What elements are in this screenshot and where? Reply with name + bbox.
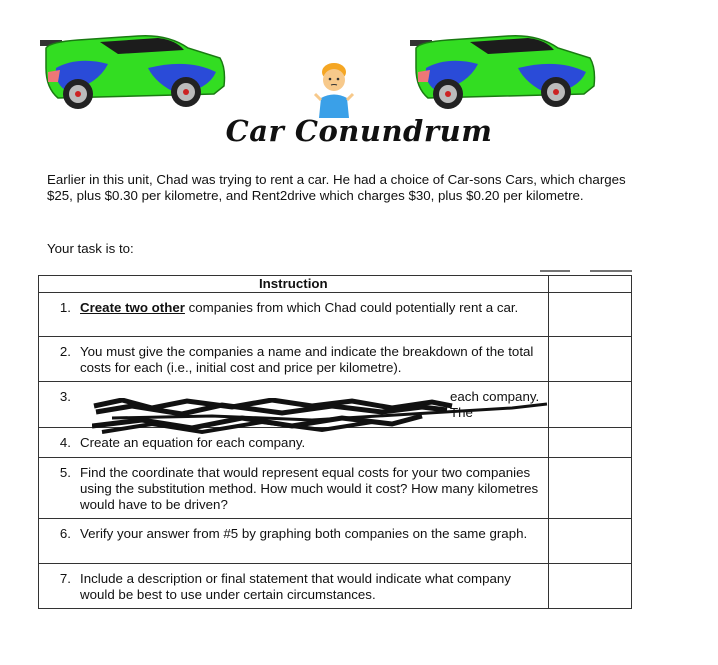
check-cell[interactable] [548, 337, 631, 382]
item-number: 1. [59, 300, 71, 315]
item-number: 4. [59, 435, 71, 450]
table-row [39, 337, 632, 382]
green-sports-car-right [408, 28, 598, 118]
check-cell[interactable] [548, 428, 631, 458]
item-text [80, 300, 518, 316]
intro-paragraph: Earlier in this unit, Chad was trying to rent a car. He had a choice of Car-sons Cars, which charges $25, plus $0.30 per kilometre, and Rent2drive which charges $30, plus $0.20 per kilometre. [47, 172, 626, 203]
item-number: 7. [59, 571, 71, 586]
redaction-scribble [92, 398, 552, 438]
page-title: Car Conundrum [225, 114, 493, 148]
table-row [39, 458, 632, 519]
instruction-table [38, 275, 632, 609]
check-column-header [548, 276, 631, 293]
table-row [39, 293, 632, 337]
check-cell[interactable] [548, 564, 631, 609]
item-text: each company. The [450, 389, 540, 420]
check-cell[interactable] [548, 519, 631, 564]
item-underlined-text: Create two other [80, 300, 185, 315]
table-header-row [39, 276, 632, 293]
item-text-rest: companies from which Chad could potentially rent a car. [184, 300, 519, 315]
green-sports-car-left [38, 28, 228, 118]
task-label: Your task is to: [47, 241, 134, 256]
instruction-header: Instruction [39, 276, 549, 293]
table-row [39, 564, 632, 609]
item-number: 5. [59, 465, 71, 480]
person-shrugging-emoji [313, 58, 355, 120]
item-text: Find the coordinate that would represent equal costs for your two companies using the substitution method. How much would it cost? How many kilometres would have to be driven? [80, 465, 539, 512]
check-cell[interactable] [548, 382, 631, 428]
item-text: You must give the companies a name and indicate the breakdown of the total costs for each (i.e., initial cost and price per kilometre). [80, 344, 534, 375]
check-cell[interactable] [548, 458, 631, 519]
check-cell[interactable] [548, 293, 631, 337]
item-number: 6. [59, 526, 71, 541]
table-row [39, 519, 632, 564]
item-number: 3. [59, 389, 71, 404]
item-text: Create an equation for each company. [80, 435, 306, 450]
item-text: Include a description or final statement that would indicate what company would be best to use under certain circumstances. [80, 571, 511, 602]
item-number: 2. [59, 344, 71, 359]
item-text: Verify your answer from #5 by graphing both companies on the same graph. [80, 526, 528, 541]
